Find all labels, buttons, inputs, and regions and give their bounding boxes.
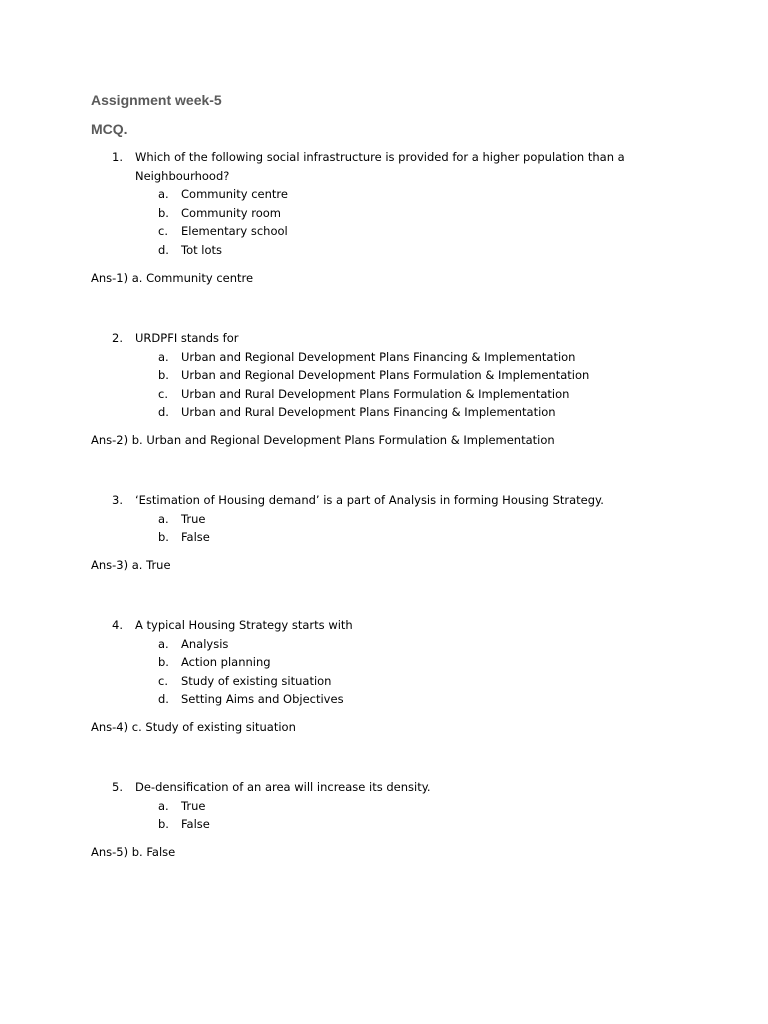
option-text: Community centre [181, 187, 288, 201]
option-letter: a. [158, 636, 169, 651]
question-text: A typical Housing Strategy starts with [135, 618, 353, 632]
option-letter: a. [158, 187, 169, 201]
option-text: Urban and Rural Development Plans Formulation & Implementation [181, 386, 570, 401]
option-text: False [181, 817, 210, 832]
question-text: URDPFI stands for [135, 331, 239, 345]
option-letter: d. [158, 242, 169, 257]
option-text: Elementary school [181, 224, 288, 239]
answer-2: Ans-2) b. Urban and Regional Development Plans Formulation & Implementation [91, 433, 555, 447]
answer-4: Ans-4) c. Study of existing situation [91, 720, 296, 734]
option-letter: b. [158, 205, 169, 220]
option-text: Urban and Rural Development Plans Financing & Implementation [181, 405, 556, 420]
option-text: Community room [181, 205, 281, 220]
answer-3: Ans-3) a. True [91, 558, 171, 572]
option-text: False [181, 530, 210, 545]
option [0, 366, 768, 385]
option-letter: d. [158, 692, 169, 707]
option-text: Setting Aims and Objectives [181, 692, 344, 707]
option [0, 635, 768, 654]
question-number: 5. [112, 780, 123, 794]
option [0, 185, 768, 204]
option-letter: d. [158, 405, 169, 420]
option-letter: a. [158, 798, 169, 813]
option [0, 797, 768, 816]
question-text: Which of the following social infrastructure is provided for a higher population than a Neighbourhood? [135, 150, 625, 183]
option-text: Analysis [181, 636, 229, 651]
option [0, 222, 768, 241]
answer-1: Ans-1) a. Community centre [91, 271, 254, 285]
option [0, 528, 768, 547]
option-text: Study of existing situation [181, 673, 332, 688]
option-letter: c. [158, 224, 168, 239]
option-letter: a. [158, 511, 169, 526]
option [0, 241, 768, 260]
option [0, 510, 768, 529]
option-letter: c. [158, 386, 168, 401]
option-text: Tot lots [181, 242, 223, 257]
option [0, 672, 768, 691]
question-number: 3. [112, 493, 123, 507]
option-text: Action planning [181, 655, 271, 670]
option-text: Urban and Regional Development Plans Formulation & Implementation [181, 368, 590, 383]
option-text: True [181, 511, 206, 526]
option [0, 653, 768, 672]
option-text: True [181, 798, 206, 813]
option-text: Urban and Regional Development Plans Financing & Implementation [181, 349, 576, 364]
section-heading: MCQ. [91, 121, 128, 137]
option [0, 403, 768, 422]
question-number: 4. [112, 618, 123, 632]
question-number: 2. [112, 331, 123, 345]
option-letter: b. [158, 655, 169, 670]
answer-5: Ans-5) b. False [91, 845, 176, 859]
question-text: ‘Estimation of Housing demand’ is a part of Analysis in forming Housing Strategy. [135, 493, 604, 507]
option [0, 385, 768, 404]
option-letter: b. [158, 368, 169, 383]
page-title: Assignment week-5 [91, 92, 222, 108]
option-letter: c. [158, 673, 168, 688]
option [0, 204, 768, 223]
option-letter: a. [158, 349, 169, 364]
option [0, 815, 768, 834]
question-text: De-densification of an area will increase its density. [135, 780, 431, 794]
option-letter: b. [158, 530, 169, 545]
option-letter: b. [158, 817, 169, 832]
question-number: 1. [112, 150, 123, 164]
option [0, 690, 768, 709]
option [0, 348, 768, 367]
